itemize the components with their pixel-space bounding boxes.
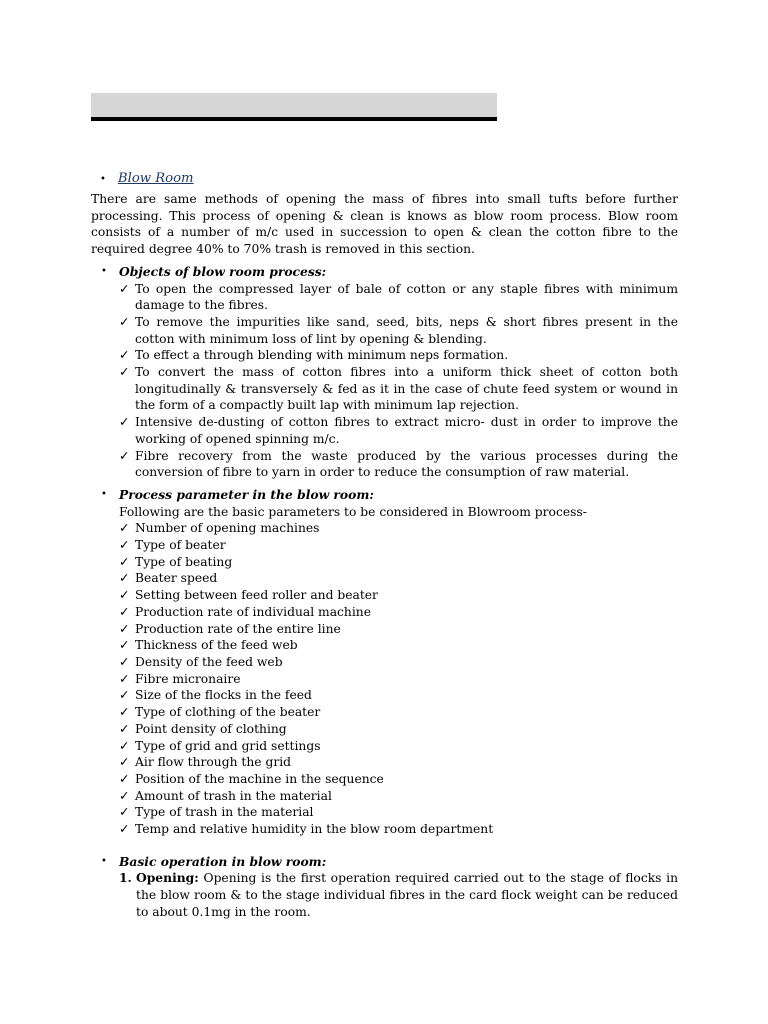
- check-icon: ✓: [119, 671, 130, 686]
- list-item-text: To effect a through blending with minimum neps formation.: [135, 348, 509, 363]
- list-item: [119, 738, 678, 755]
- list-item-text: Position of the machine in the sequence: [135, 771, 384, 786]
- list-item: [119, 347, 678, 364]
- operations-title: Basic operation in blow room:: [119, 853, 327, 869]
- list-item-text: Temp and relative humidity in the blow room department: [135, 822, 494, 837]
- list-item-text: Production rate of the entire line: [135, 621, 341, 636]
- list-item: [119, 537, 678, 554]
- check-icon: ✓: [119, 521, 130, 536]
- header-rule: [91, 117, 497, 121]
- list-item: [119, 704, 678, 721]
- list-item-text: Number of opening machines: [135, 521, 320, 536]
- list-item: [119, 587, 678, 604]
- list-item-text: Size of the flocks in the feed: [135, 688, 312, 703]
- list-item: [119, 570, 678, 587]
- list-item-text: Type of grid and grid settings: [135, 738, 321, 753]
- list-item: [119, 821, 678, 838]
- list-item: [119, 687, 678, 704]
- list-item: [119, 671, 678, 688]
- operation-text: Opening is the first operation required carried out to the stage of flocks in the blow room & to the stage individual fibres in the card flock weight can be reduced to about 0.1mg in the room.: [136, 871, 678, 919]
- list-item: [119, 621, 678, 638]
- list-item-text: Beater speed: [135, 571, 218, 586]
- list-item: [119, 314, 678, 347]
- list-item-text: To remove the impurities like sand, seed, bits, neps & short fibres present in the cotton with minimum loss of lint by opening & blending.: [135, 314, 678, 346]
- objects-title: Objects of blow room process:: [119, 263, 327, 279]
- list-item-text: To convert the mass of cotton fibres into a uniform thick sheet of cotton both longitudinally & transversely & fed as it in the case of chute feed system or wound in the form of a compactly built lap with minimum lap rejection.: [135, 365, 678, 413]
- document-body: [91, 168, 678, 921]
- parameters-section: [91, 487, 678, 838]
- bullet-icon: •: [101, 265, 107, 277]
- check-icon: ✓: [119, 314, 130, 329]
- intro-paragraph: There are same methods of opening the mass of fibres into small tufts before further processing. This process of opening & clean is knows as blow room process. Blow room consists of a number of m/c used in succession to open & clean the cotton fibre to the required degree 40% to 70% trash is removed in this section.: [91, 192, 678, 257]
- check-icon: ✓: [119, 588, 130, 603]
- list-item: [119, 448, 678, 481]
- section-heading: [100, 168, 678, 190]
- parameters-intro: Following are the basic parameters to be considered in Blowroom process-: [119, 504, 587, 519]
- list-item-text: Production rate of individual machine: [135, 604, 371, 619]
- list-item-text: Type of beater: [135, 538, 226, 553]
- bullet-icon: •: [101, 488, 107, 500]
- parameters-list: [119, 520, 678, 837]
- list-item-text: Type of beating: [135, 554, 233, 569]
- check-icon: ✓: [119, 621, 130, 636]
- header-bar: [91, 93, 497, 117]
- list-item-text: Intensive de-dusting of cotton fibres to extract micro- dust in order to improve the working of opened spinning m/c.: [135, 415, 678, 446]
- check-icon: ✓: [119, 738, 130, 753]
- list-item: [119, 637, 678, 654]
- check-icon: ✓: [119, 654, 130, 669]
- objects-section: [91, 264, 678, 481]
- check-icon: ✓: [119, 755, 130, 770]
- objects-list: [119, 281, 678, 481]
- list-item: [119, 414, 678, 447]
- list-item: [119, 788, 678, 805]
- check-icon: ✓: [119, 788, 130, 803]
- list-item-text: Type of trash in the material: [135, 805, 314, 820]
- operation-term: Opening:: [136, 870, 199, 886]
- check-icon: ✓: [119, 721, 130, 736]
- check-icon: ✓: [119, 604, 130, 619]
- list-item-text: Fibre micronaire: [135, 671, 241, 686]
- operation-number: 1.: [119, 870, 132, 886]
- check-icon: ✓: [119, 538, 130, 553]
- list-item: [119, 654, 678, 671]
- list-item: [119, 721, 678, 738]
- check-icon: ✓: [119, 348, 130, 363]
- operation-item: [119, 870, 678, 920]
- check-icon: ✓: [119, 688, 130, 703]
- list-item-text: Density of the feed web: [135, 654, 283, 669]
- list-item: [119, 364, 678, 414]
- check-icon: ✓: [119, 415, 130, 430]
- check-icon: ✓: [119, 365, 130, 380]
- list-item: [119, 804, 678, 821]
- check-icon: ✓: [119, 638, 130, 653]
- list-item-text: Type of clothing of the beater: [135, 705, 321, 720]
- list-item: [119, 754, 678, 771]
- list-item: [119, 520, 678, 537]
- operations-section: [91, 854, 678, 921]
- check-icon: ✓: [119, 771, 130, 786]
- list-item-text: Air flow through the grid: [135, 755, 292, 770]
- check-icon: ✓: [119, 448, 130, 463]
- list-item: [119, 281, 678, 314]
- check-icon: ✓: [119, 281, 130, 296]
- list-item: [119, 554, 678, 571]
- list-item-text: Point density of clothing: [135, 721, 287, 736]
- bullet-icon: •: [100, 174, 106, 185]
- operations-list: [119, 870, 678, 920]
- list-item-text: Fibre recovery from the waste produced by the various processes during the conversion of fibre to yarn in order to reduce the consumption of raw material.: [135, 448, 678, 480]
- parameters-title: Process parameter in the blow room:: [119, 486, 374, 502]
- list-item: [119, 604, 678, 621]
- list-item-text: To open the compressed layer of bale of cotton or any staple fibres with minimum damage to the fibres.: [135, 281, 678, 313]
- list-item-text: Thickness of the feed web: [135, 638, 298, 653]
- list-item-text: Amount of trash in the material: [135, 788, 332, 803]
- check-icon: ✓: [119, 554, 130, 569]
- bullet-icon: •: [101, 855, 107, 867]
- check-icon: ✓: [119, 571, 130, 586]
- check-icon: ✓: [119, 705, 130, 720]
- blow-room-heading-link[interactable]: Blow Room: [117, 171, 194, 186]
- check-icon: ✓: [119, 822, 130, 837]
- check-icon: ✓: [119, 805, 130, 820]
- list-item-text: Setting between feed roller and beater: [135, 588, 378, 603]
- list-item: [119, 771, 678, 788]
